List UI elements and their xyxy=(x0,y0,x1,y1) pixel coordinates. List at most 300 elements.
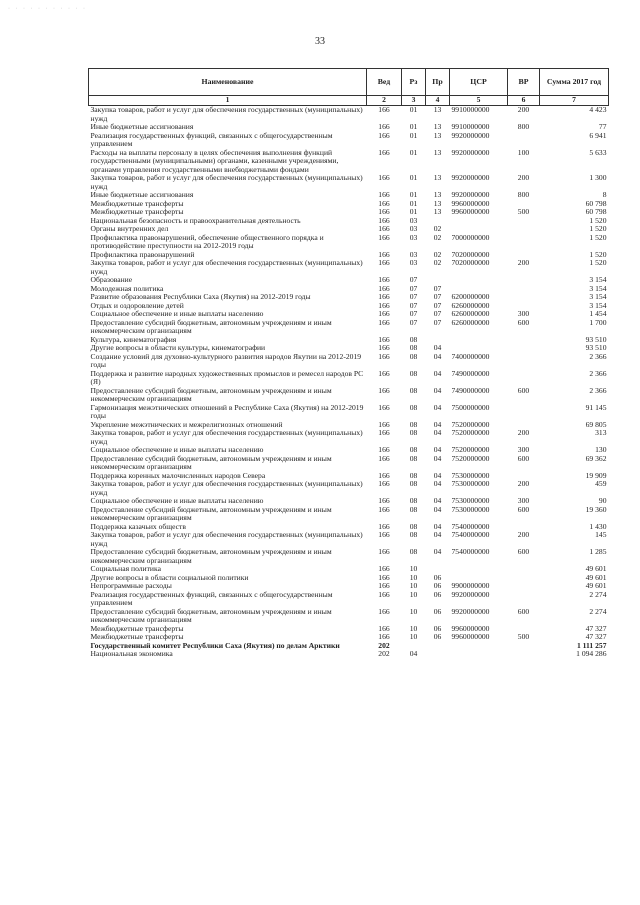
cell-name: Другие вопросы в области культуры, кинематографии xyxy=(90,343,266,352)
cell-ved: 166 xyxy=(378,292,390,301)
cell-vr: 800 xyxy=(517,190,530,199)
cell-ved: 166 xyxy=(378,530,390,539)
cell-pr: 04 xyxy=(433,470,442,480)
cell-csr xyxy=(450,217,508,226)
cell-name: Межбюджетные трансферты xyxy=(90,198,184,208)
table-row xyxy=(89,548,609,565)
cell-ved: 166 xyxy=(378,334,390,344)
cell-pr: 04 xyxy=(433,419,442,429)
cell-name: Национальная экономика xyxy=(90,649,173,658)
cell-rz: 01 xyxy=(409,198,418,208)
cell-rz: 01 xyxy=(409,122,418,131)
cell-csr xyxy=(450,336,508,345)
cell-ved: 166 xyxy=(378,224,390,233)
cell-csr xyxy=(450,276,508,285)
cell-rz: 03 xyxy=(409,249,418,259)
cell-rz: 01 xyxy=(409,207,418,216)
cell-csr xyxy=(450,650,508,659)
cell-pr: 04 xyxy=(433,479,442,488)
cell-ved: 166 xyxy=(378,445,390,454)
cell-ved: 166 xyxy=(378,275,390,284)
table-row xyxy=(89,387,609,404)
cell-name: Предоставление субсидий бюджетным, автономным учреждениям и иным некоммерческим организациям xyxy=(90,385,332,403)
cell-csr: 7520000000 xyxy=(451,419,490,429)
cell-vr: 300 xyxy=(517,496,530,505)
table-row xyxy=(89,234,609,251)
cell-sum: 19 360 xyxy=(585,504,607,514)
cell-sum: 49 601 xyxy=(585,564,607,573)
cell-rz: 03 xyxy=(409,232,418,242)
cell-name: Профилактика правонарушений xyxy=(90,249,195,259)
cell-csr: 9960000000 xyxy=(451,623,490,633)
cell-sum: 6 941 xyxy=(589,130,607,140)
cell-ved: 166 xyxy=(378,453,390,463)
cell-csr: 7530000000 xyxy=(451,470,490,480)
cell-name: Закупка товаров, работ и услуг для обеспечения государственных (муниципальных) нужд xyxy=(90,479,363,497)
cell-ved: 166 xyxy=(378,402,390,412)
cell-vr xyxy=(508,404,540,421)
cell-csr xyxy=(450,565,508,574)
cell-csr: 6260000000 xyxy=(451,317,490,327)
table-row xyxy=(89,319,609,336)
header-rz: Рз xyxy=(402,69,426,96)
cell-pr: 06 xyxy=(433,589,442,599)
cell-sum: 1 285 xyxy=(589,547,607,556)
column-number: 3 xyxy=(402,96,426,106)
cell-pr: 02 xyxy=(433,258,442,267)
cell-vr xyxy=(508,217,540,226)
cell-csr: 7540000000 xyxy=(451,521,490,531)
cell-name: Органы внутренних дел xyxy=(90,224,169,233)
cell-pr: 07 xyxy=(433,300,442,310)
cell-name: Закупка товаров, работ и услуг для обеспечения государственных (муниципальных) нужд xyxy=(90,258,363,276)
table-row xyxy=(89,259,609,276)
cell-csr: 9920000000 xyxy=(451,173,490,182)
cell-sum: 1 520 xyxy=(589,232,607,242)
table-row xyxy=(89,608,609,625)
cell-sum: 91 145 xyxy=(585,402,607,412)
cell-csr: 9920000000 xyxy=(451,606,490,616)
cell-rz: 08 xyxy=(409,445,418,454)
cell-name: Профилактика правонарушений, обеспечение общественного порядка и противодействие преступности на 2012-2019 годы xyxy=(90,232,324,250)
header-csr: ЦСР xyxy=(450,69,508,96)
cell-sum: 1 111 257 xyxy=(576,640,607,650)
cell-sum: 3 154 xyxy=(589,283,607,293)
cell-vr xyxy=(508,565,540,574)
cell-pr: 07 xyxy=(433,292,442,301)
cell-sum: 1 430 xyxy=(589,521,607,531)
cell-name: Межбюджетные трансферты xyxy=(90,632,184,641)
cell-csr: 7520000000 xyxy=(451,453,490,463)
cell-ved: 166 xyxy=(378,589,390,599)
page-number: 33 xyxy=(315,36,325,47)
cell-vr: 200 xyxy=(517,173,530,182)
cell-name: Другие вопросы в области социальной политики xyxy=(90,572,249,582)
cell-pr: 02 xyxy=(433,249,442,259)
cell-name: Социальное обеспечение и иные выплаты населению xyxy=(90,445,264,454)
column-number: 2 xyxy=(367,96,402,106)
cell-rz: 03 xyxy=(409,258,418,267)
cell-csr: 9910000000 xyxy=(451,105,490,114)
cell-ved: 166 xyxy=(378,351,390,361)
cell-rz: 01 xyxy=(409,190,418,199)
cell-csr: 9920000000 xyxy=(451,147,490,157)
cell-rz: 07 xyxy=(409,283,418,293)
cell-vr xyxy=(508,293,540,302)
cell-name: Социальное обеспечение и иные выплаты населению xyxy=(90,309,264,318)
table-row xyxy=(89,531,609,548)
cell-ved: 166 xyxy=(378,470,390,480)
cell-rz: 08 xyxy=(409,479,418,488)
cell-sum: 313 xyxy=(595,428,607,437)
column-number-row xyxy=(89,96,609,106)
cell-rz: 08 xyxy=(409,470,418,480)
cell-sum: 1 094 286 xyxy=(576,649,607,658)
table-row xyxy=(89,132,609,149)
cell-vr xyxy=(508,132,540,149)
cell-ved: 166 xyxy=(378,428,390,437)
cell-csr: 6200000000 xyxy=(451,292,490,301)
cell-ved: 166 xyxy=(378,564,390,573)
cell-pr: 07 xyxy=(433,309,442,318)
cell-sum: 49 601 xyxy=(585,572,607,582)
column-number: 1 xyxy=(89,96,367,106)
cell-vr xyxy=(508,336,540,345)
cell-vr xyxy=(508,574,540,583)
cell-sum: 8 xyxy=(602,190,607,199)
cell-vr: 200 xyxy=(517,105,530,114)
cell-vr xyxy=(508,285,540,294)
cell-pr: 04 xyxy=(433,521,442,531)
cell-ved: 166 xyxy=(378,190,390,199)
cell-csr: 7530000000 xyxy=(451,504,490,514)
cell-ved: 166 xyxy=(378,130,390,140)
cell-csr: 6260000000 xyxy=(451,300,490,310)
cell-name: Предоставление субсидий бюджетным, автономным учреждениям и иным некоммерческим организациям xyxy=(90,317,332,335)
cell-vr: 500 xyxy=(517,207,530,216)
header-pr: Пр xyxy=(426,69,450,96)
cell-vr xyxy=(508,591,540,608)
cell-csr: 9960000000 xyxy=(451,198,490,208)
cell-name: Предоставление субсидий бюджетным, автономным учреждениям и иным некоммерческим организациям xyxy=(90,504,332,522)
cell-sum: 1 520 xyxy=(589,249,607,259)
cell-csr: 7500000000 xyxy=(451,402,490,412)
cell-pr: 04 xyxy=(433,504,442,514)
cell-sum: 69 805 xyxy=(585,419,607,429)
column-number: 7 xyxy=(540,96,609,106)
cell-name: Отдых и оздоровление детей xyxy=(90,300,184,310)
cell-name: Образование xyxy=(90,275,133,284)
table-row xyxy=(89,149,609,175)
cell-name: Реализация государственных функций, связанных с общегосударственным управлением xyxy=(90,130,333,148)
cell-sum: 1 300 xyxy=(589,173,607,182)
cell-pr: 06 xyxy=(433,606,442,616)
cell-vr: 600 xyxy=(517,453,530,463)
cell-pr: 06 xyxy=(433,581,442,590)
cell-sum: 60 798 xyxy=(585,207,607,216)
table-row xyxy=(89,353,609,370)
cell-rz: 07 xyxy=(409,317,418,327)
cell-sum: 1 454 xyxy=(589,309,607,318)
cell-vr xyxy=(508,582,540,591)
header-row xyxy=(89,69,609,96)
cell-csr: 7490000000 xyxy=(451,385,490,395)
cell-sum: 1 520 xyxy=(589,258,607,267)
table-row xyxy=(89,650,609,659)
cell-ved: 166 xyxy=(378,419,390,429)
cell-pr: 04 xyxy=(433,496,442,505)
cell-vr: 600 xyxy=(517,547,530,556)
cell-name: Социальное обеспечение и иные выплаты населению xyxy=(90,496,264,505)
table-row xyxy=(89,404,609,421)
cell-sum: 77 xyxy=(598,122,607,131)
cell-sum: 1 700 xyxy=(589,317,607,327)
cell-vr xyxy=(508,353,540,370)
cell-vr xyxy=(508,344,540,353)
cell-pr: 13 xyxy=(433,105,442,114)
cell-ved: 166 xyxy=(378,504,390,514)
cell-pr xyxy=(426,650,450,659)
cell-rz: 07 xyxy=(409,300,418,310)
cell-pr: 13 xyxy=(433,122,442,131)
cell-ved: 166 xyxy=(378,215,390,225)
cell-pr: 04 xyxy=(433,428,442,437)
cell-sum: 19 909 xyxy=(585,470,607,480)
cell-csr: 7530000000 xyxy=(451,479,490,488)
budget-table xyxy=(88,68,609,659)
cell-vr: 200 xyxy=(517,428,530,437)
cell-csr: 9920000000 xyxy=(451,190,490,199)
cell-ved: 166 xyxy=(378,581,390,590)
cell-vr: 100 xyxy=(517,147,530,157)
cell-csr: 7530000000 xyxy=(451,496,490,505)
cell-csr: 9900000000 xyxy=(451,581,490,590)
cell-ved: 166 xyxy=(378,249,390,259)
cell-pr: 13 xyxy=(433,190,442,199)
cell-pr: 13 xyxy=(433,147,442,157)
cell-name: Национальная безопасность и правоохранительная деятельность xyxy=(90,215,301,225)
cell-sum: 3 154 xyxy=(589,275,607,284)
header-ved: Вед xyxy=(367,69,402,96)
cell-ved: 166 xyxy=(378,343,390,352)
cell-name: Иные бюджетные ассигнования xyxy=(90,190,194,199)
cell-csr: 7020000000 xyxy=(451,258,490,267)
cell-csr xyxy=(450,642,508,651)
cell-pr: 04 xyxy=(433,402,442,412)
cell-sum: 4 423 xyxy=(589,105,607,114)
cell-csr: 9920000000 xyxy=(451,130,490,140)
cell-sum: 93 510 xyxy=(585,334,607,344)
cell-name: Молодежная политика xyxy=(90,283,164,293)
cell-ved: 166 xyxy=(378,496,390,505)
cell-rz: 01 xyxy=(409,147,418,157)
cell-pr: 13 xyxy=(433,198,442,208)
cell-name: Поддержка и развитие народных художественных промыслов и ремесел народов РС (Я) xyxy=(90,368,364,386)
cell-rz: 08 xyxy=(409,547,418,556)
cell-ved: 202 xyxy=(378,649,390,658)
table-row xyxy=(89,455,609,472)
table-row xyxy=(89,106,609,124)
cell-csr: 9960000000 xyxy=(451,207,490,216)
cell-ved: 166 xyxy=(378,258,390,267)
cell-ved: 166 xyxy=(378,309,390,318)
cell-sum: 3 154 xyxy=(589,292,607,301)
cell-ved: 166 xyxy=(378,385,390,395)
cell-name: Межбюджетные трансферты xyxy=(90,207,184,216)
cell-pr: 04 xyxy=(433,351,442,361)
cell-name: Социальная политика xyxy=(90,564,161,573)
column-number: 4 xyxy=(426,96,450,106)
table-row xyxy=(89,506,609,523)
cell-vr: 600 xyxy=(517,385,530,395)
table-row xyxy=(89,370,609,387)
cell-ved: 166 xyxy=(378,173,390,182)
cell-name: Культура, кинематография xyxy=(90,334,177,344)
table-row xyxy=(89,174,609,191)
cell-rz: 08 xyxy=(409,368,418,378)
cell-rz: 08 xyxy=(409,504,418,514)
cell-csr: 7000000000 xyxy=(451,232,490,242)
cell-pr: 06 xyxy=(433,623,442,633)
cell-csr: 9920000000 xyxy=(451,589,490,599)
cell-sum: 49 601 xyxy=(585,581,607,590)
cell-vr: 600 xyxy=(517,606,530,616)
table-row xyxy=(89,429,609,446)
cell-rz: 10 xyxy=(409,623,418,633)
cell-sum: 1 520 xyxy=(589,215,607,225)
cell-name: Создание условий для духовно-культурного развития народов Якутии на 2012-2019 годы xyxy=(90,351,362,369)
cell-ved: 166 xyxy=(378,623,390,633)
cell-rz: 08 xyxy=(409,402,418,412)
cell-ved: 166 xyxy=(378,368,390,378)
cell-ved: 166 xyxy=(378,105,390,114)
table-row xyxy=(89,276,609,285)
cell-vr xyxy=(508,276,540,285)
cell-rz: 08 xyxy=(409,419,418,429)
cell-ved: 166 xyxy=(378,122,390,131)
cell-name: Непрограммные расходы xyxy=(90,581,172,590)
cell-rz: 10 xyxy=(409,606,418,616)
cell-rz: 01 xyxy=(409,105,418,114)
cell-pr: 02 xyxy=(433,232,442,242)
cell-ved: 166 xyxy=(378,283,390,293)
cell-vr: 600 xyxy=(517,504,530,514)
cell-pr: 07 xyxy=(433,317,442,327)
cell-name: Предоставление субсидий бюджетным, автономным учреждениям и иным некоммерческим организациям xyxy=(90,606,332,624)
cell-name: Закупка товаров, работ и услуг для обеспечения государственных (муниципальных) нужд xyxy=(90,530,363,548)
cell-sum: 2 274 xyxy=(589,606,607,616)
cell-pr: 13 xyxy=(433,173,442,182)
cell-ved: 202 xyxy=(378,640,390,650)
cell-ved: 166 xyxy=(378,300,390,310)
header-sum: Сумма 2017 год xyxy=(540,69,609,96)
cell-sum: 93 510 xyxy=(585,343,607,352)
cell-pr: 04 xyxy=(433,368,442,378)
cell-rz: 07 xyxy=(409,292,418,301)
cell-pr: 02 xyxy=(433,224,442,233)
table-row xyxy=(89,591,609,608)
cell-pr: 04 xyxy=(433,343,442,352)
cell-pr: 04 xyxy=(433,453,442,463)
cell-rz: 07 xyxy=(409,275,418,284)
cell-vr: 300 xyxy=(517,309,530,318)
cell-sum: 2 274 xyxy=(589,589,607,599)
cell-name: Предоставление субсидий бюджетным, автономным учреждениям и иным некоммерческим организациям xyxy=(90,453,332,471)
cell-name: Закупка товаров, работ и услуг для обеспечения государственных (муниципальных) нужд xyxy=(90,173,363,191)
cell-vr: 200 xyxy=(517,479,530,488)
cell-pr: 04 xyxy=(433,547,442,556)
cell-csr: 7520000000 xyxy=(451,428,490,437)
cell-ved: 166 xyxy=(378,479,390,488)
cell-pr: 13 xyxy=(433,207,442,216)
cell-rz: 08 xyxy=(409,351,418,361)
cell-vr: 800 xyxy=(517,122,530,131)
cell-name: Укрепление межэтнических и межрелигиозных отношений xyxy=(90,419,283,429)
cell-rz: 04 xyxy=(409,649,418,658)
cell-csr: 7490000000 xyxy=(451,368,490,378)
cell-vr xyxy=(508,225,540,234)
cell-sum: 2 366 xyxy=(589,351,607,361)
cell-csr: 9960000000 xyxy=(451,632,490,641)
cell-ved: 166 xyxy=(378,317,390,327)
cell-sum: 69 362 xyxy=(585,453,607,463)
cell-sum: 1 520 xyxy=(589,224,607,233)
cell-name: Закупка товаров, работ и услуг для обеспечения государственных (муниципальных) нужд xyxy=(90,105,363,123)
cell-csr: 7520000000 xyxy=(451,445,490,454)
header-name: Наименование xyxy=(89,69,367,96)
cell-pr: 07 xyxy=(433,283,442,293)
cell-vr xyxy=(508,370,540,387)
cell-pr xyxy=(426,642,450,651)
cell-pr: 04 xyxy=(433,385,442,395)
cell-ved: 166 xyxy=(378,147,390,157)
cell-name: Государственный комитет Республики Саха (Якутия) по делам Арктики xyxy=(90,640,340,650)
cell-name: Закупка товаров, работ и услуг для обеспечения государственных (муниципальных) нужд xyxy=(90,428,363,446)
cell-csr: 7540000000 xyxy=(451,547,490,556)
cell-name: Реализация государственных функций, связанных с общегосударственным управлением xyxy=(90,589,333,607)
cell-vr xyxy=(508,234,540,251)
cell-rz: 10 xyxy=(409,581,418,590)
cell-sum: 130 xyxy=(595,445,607,454)
cell-sum: 3 154 xyxy=(589,300,607,310)
cell-name: Поддержка казачьих обществ xyxy=(90,521,186,531)
cell-rz: 08 xyxy=(409,428,418,437)
cell-vr: 300 xyxy=(517,445,530,454)
cell-name: Межбюджетные трансферты xyxy=(90,623,184,633)
cell-rz: 10 xyxy=(409,564,418,573)
cell-rz: 07 xyxy=(409,309,418,318)
cell-rz: 08 xyxy=(409,521,418,531)
cell-name: Поддержка коренных малочисленных народов Севера xyxy=(90,470,266,480)
cell-rz: 08 xyxy=(409,453,418,463)
cell-vr: 200 xyxy=(517,258,530,267)
table-row xyxy=(89,480,609,497)
cell-sum: 47 327 xyxy=(585,632,607,641)
cell-csr: 7400000000 xyxy=(451,351,490,361)
cell-rz: 03 xyxy=(409,224,418,233)
cell-rz: 08 xyxy=(409,343,418,352)
cell-name: Развитие образования Республики Саха (Якутия) на 2012-2019 годы xyxy=(90,292,311,301)
cell-rz: 10 xyxy=(409,632,418,641)
cell-vr: 500 xyxy=(517,632,530,641)
cell-rz: 10 xyxy=(409,572,418,582)
column-number: 6 xyxy=(508,96,540,106)
cell-name: Предоставление субсидий бюджетным, автономным учреждениям и иным некоммерческим организациям xyxy=(90,547,332,565)
cell-pr: 04 xyxy=(433,445,442,454)
cell-name: Гармонизация межэтнических отношений в Республике Саха (Якутия) на 2012-2019 годы xyxy=(90,402,364,420)
cell-sum: 145 xyxy=(595,530,607,539)
cell-sum: 90 xyxy=(598,496,607,505)
